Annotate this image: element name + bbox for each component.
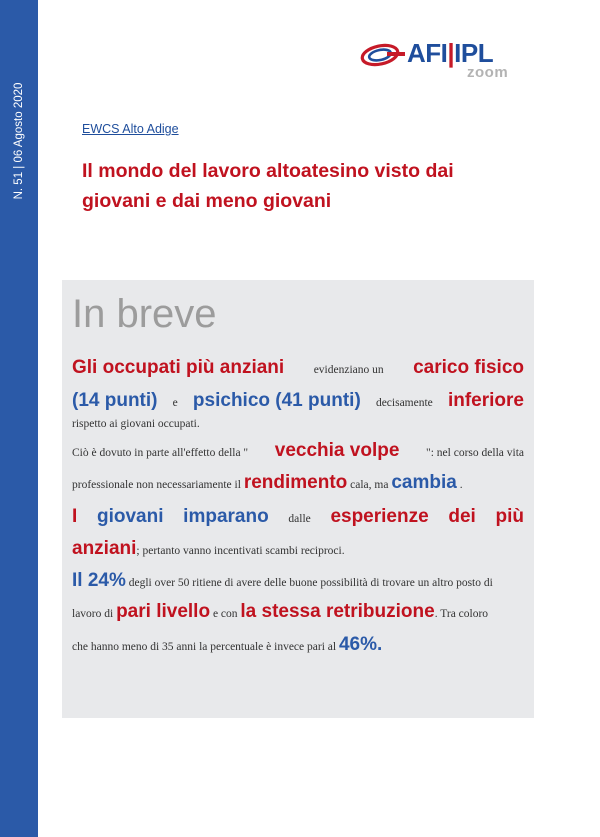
summary-line-5: professionale non necessariamente il rendimento cala, ma cambia . [72, 472, 463, 493]
summary-line-3: rispetto ai giovani occupati. [72, 418, 200, 430]
title-line-2: giovani e dai meno giovani [82, 190, 332, 212]
sidebar [0, 0, 38, 837]
logo-swoosh-icon [359, 42, 405, 68]
logo [359, 38, 529, 86]
logo-subtitle: zoom [467, 64, 509, 81]
title-line-1: Il mondo del lavoro altoatesino visto dai [82, 160, 454, 182]
summary-line-8: Il 24% degli over 50 ritiene di avere delle buone possibilità di trovare un altro posto di [72, 570, 493, 591]
summary-line-7: anziani; pertanto vanno incentivati scambi reciproci. [72, 538, 345, 559]
issue-label: N. 51 | 06 Agosto 2020 [13, 82, 25, 200]
section-link[interactable]: EWCS Alto Adige [82, 122, 179, 136]
summary-heading: In breve [72, 292, 217, 336]
summary-line-10: che hanno meno di 35 anni la percentuale è invece pari al 46%. [72, 634, 383, 655]
summary-line-1: Gli occupati più anziani evidenziano un carico fisico [72, 357, 524, 378]
summary-line-2: (14 punti) e psichico (41 punti) decisamente inferiore [72, 390, 524, 411]
summary-line-6: I giovani imparano dalle esperienze dei più [72, 506, 524, 527]
page-title [82, 156, 522, 216]
summary-line-9: lavoro di pari livello e con la stessa retribuzione. Tra coloro [72, 601, 489, 622]
summary-line-4: Ciò è dovuto in parte all'effetto della " vecchia volpe ": nel corso della vita [72, 440, 524, 461]
logo-wordmark: AFI|IPL [407, 38, 494, 68]
